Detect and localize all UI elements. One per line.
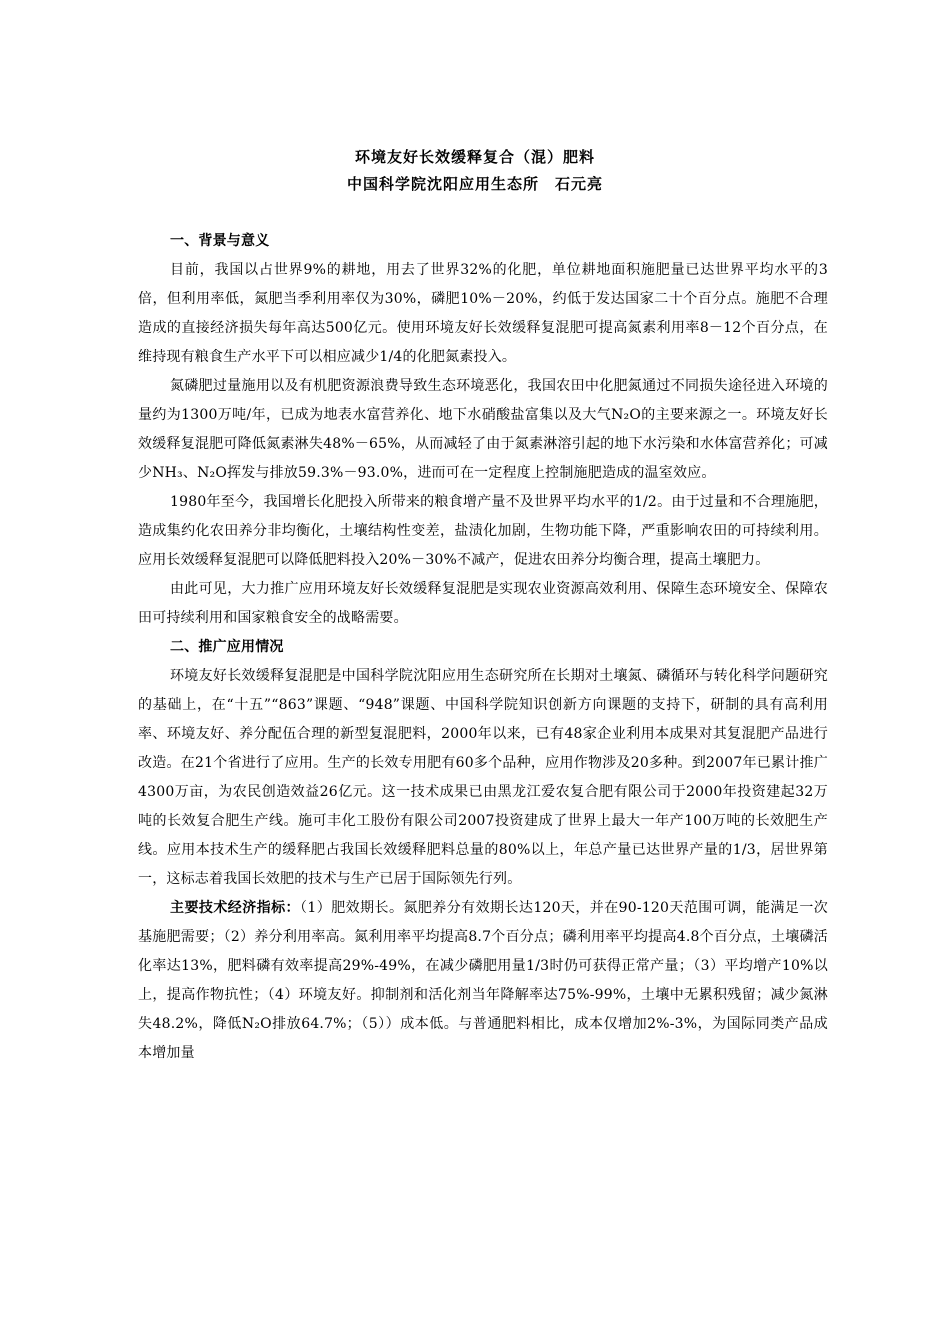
paragraph-background-1: 目前，我国以占世界9%的耕地，用去了世界32%的化肥，单位耕地面积施肥量已达世界平均水平的3倍，但利用率低，氮肥当季利用率仅为30%，磷肥10%－20%，约低于发达国家二十个百分点。施肥不合理造成的直接经济损失每年高达500亿元。使用环境友好长效缓释复混肥可提高氮素利用率8－12个百分点，在维持现有粮食生产水平下可以相应减少1/4的化肥氮素投入。 bbox=[138, 262, 828, 365]
document-body bbox=[138, 227, 828, 1068]
author-line: 中国科学院沈阳应用生态所 石元亮 bbox=[346, 175, 603, 193]
paragraph-application-1: 环境友好长效缓释复混肥是中国科学院沈阳应用生态研究所在长期对土壤氮、磷循环与转化科学问题研究的基础上，在“十五”“863”课题、“948”课题、中国科学院知识创新方向课题的支持下，研制的具有高利用率、环境友好、养分配伍合理的新型复混肥料，2000年以来，已有48家企业利用本成果对其复混肥产品进行改造。在21个省进行了应用。生产的长效专用肥有60多个品种，应用作物涉及20多种。到2007年已累计推广4300万亩，为农民创造效益26亿元。这一技术成果已由黑龙江爱农复合肥有限公司于2000年投资建起32万吨的长效复合肥生产线。施可丰化工股份有限公司2007投资建成了世界上最大一年产100万吨的长效肥生产线。应用本技术生产的缓释肥占我国长效缓释肥料总量的80%以上，年总产量已达世界产量的1/3，居世界第一，这标志着我国长效肥的技术与生产已居于国际领先行列。 bbox=[138, 668, 828, 887]
indicators-lead: 主要技术经济指标： bbox=[170, 900, 300, 916]
paragraph-background-4: 由此可见，大力推广应用环境友好长效缓释复混肥是实现农业资源高效利用、保障生态环境安全、保障农田可持续利用和国家粮食安全的战略需要。 bbox=[138, 581, 828, 626]
paragraph-indicators bbox=[138, 894, 828, 1068]
paragraph-background-2: 氮磷肥过量施用以及有机肥资源浪费导致生态环境恶化，我国农田中化肥氮通过不同损失途径进入环境的量约为1300万吨/年，已成为地表水富营养化、地下水硝酸盐富集以及大气N₂O的主要来源之一。环境友好长效缓释复混肥可降低氮素淋失48%－65%，从而减轻了由于氮素淋溶引起的地下水污染和水体富营养化；可减少NH₃、N₂O挥发与排放59.3%－93.0%，进而可在一定程度上控制施肥造成的温室效应。 bbox=[138, 378, 828, 481]
section-heading-background: 一、背景与意义 bbox=[170, 233, 270, 249]
indicators-text: （1）肥效期长。氮肥养分有效期长达120天，并在90-120天范围可调，能满足一次基施肥需要；（2）养分利用率高。氮利用率平均提高8.7个百分点；磷利用率平均提高4.8个百分点，土壤磷活化率达13%，肥料磷有效率提高29%-49%，在减少磷肥用量1/3时仍可获得正常产量；（3）平均增产10%以上，提高作物抗性；（4）环境友好。抑制剂和活化剂当年降解率达75%-99%，土壤中无累积残留；减少氮淋失48.2%，降低N₂O排放64.7%；（5））成本低。与普通肥料相比，成本仅增加2%-3%，为国际同类产品成本增加量 bbox=[138, 900, 828, 1061]
document-title: 环境友好长效缓释复合（混）肥料 bbox=[354, 148, 595, 166]
paragraph-background-3: 1980年至今，我国增长化肥投入所带来的粮食增产量不及世界平均水平的1/2。由于过量和不合理施肥，造成集约化农田养分非均衡化，土壤结构性变差，盐渍化加剧，生物功能下降，严重影响农田的可持续利用。应用长效缓释复混肥可以降低肥料投入20%－30%不减产，促进农田养分均衡合理，提高土壤肥力。 bbox=[138, 494, 828, 568]
section-heading-application: 二、推广应用情况 bbox=[170, 639, 284, 655]
